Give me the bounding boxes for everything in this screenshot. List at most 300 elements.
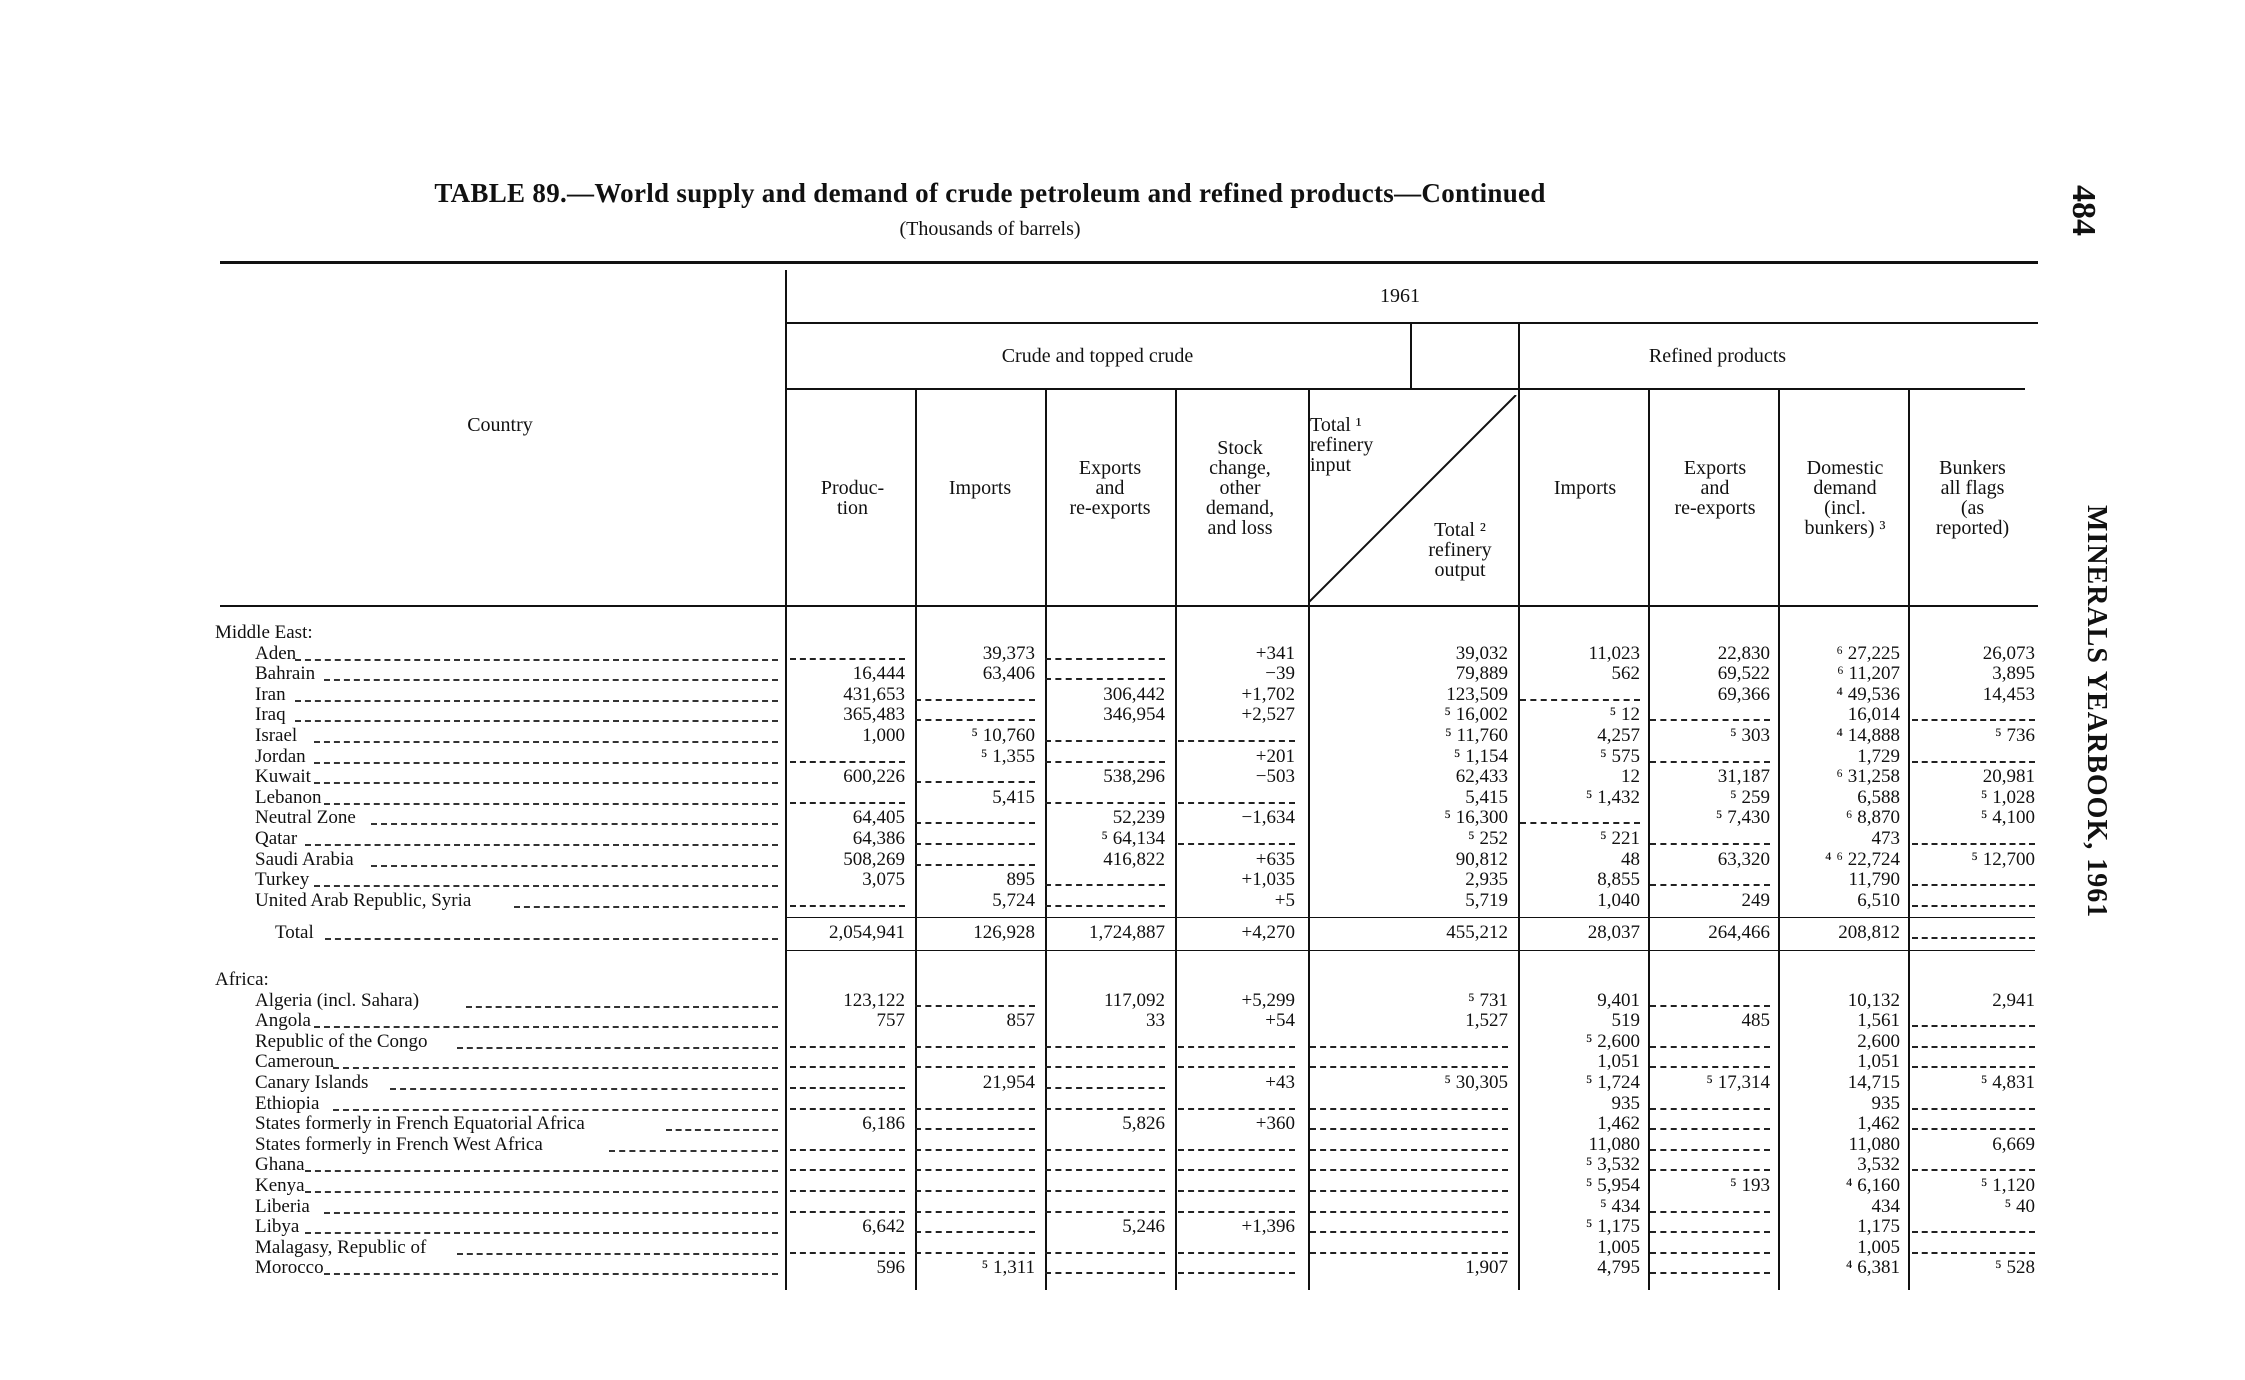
empty-cell <box>1650 719 1770 721</box>
cell-production: 508,269 <box>843 848 905 870</box>
leader-line <box>305 1191 779 1193</box>
cell-stock: +360 <box>1255 1113 1295 1135</box>
empty-cell <box>915 864 1035 866</box>
empty-cell <box>915 1066 1035 1068</box>
cell-exports: 52,239 <box>1112 807 1165 829</box>
empty-cell <box>790 1087 905 1089</box>
empty-cell <box>1650 1272 1770 1274</box>
cell-bunkers: ⁵ 40 <box>2004 1195 2035 1217</box>
cell-production: 6,186 <box>862 1113 905 1135</box>
leader-line <box>457 1253 779 1255</box>
leader-line <box>371 823 778 825</box>
empty-cell <box>1912 1025 2035 1027</box>
cell-refinery: 79,889 <box>1455 663 1508 685</box>
empty-cell <box>1650 1211 1770 1213</box>
cell-stock: −39 <box>1265 663 1295 685</box>
empty-cell <box>1045 1272 1165 1274</box>
cell-r-exports: 31,187 <box>1717 766 1770 788</box>
empty-cell <box>915 1005 1035 1007</box>
cell-refinery: ⁵ 1,154 <box>1453 745 1508 767</box>
empty-cell <box>915 1128 1035 1130</box>
cell-domestic: 6,510 <box>1857 889 1900 911</box>
empty-cell <box>915 822 1035 824</box>
empty-cell <box>1310 1169 1508 1171</box>
empty-cell <box>790 802 905 804</box>
leader-line <box>333 1109 778 1111</box>
cell-imports: 5,724 <box>992 889 1035 911</box>
refinery-input-header: Total ¹ refinery input <box>1310 414 1374 476</box>
empty-cell <box>1045 1066 1165 1068</box>
cell-production: 431,653 <box>843 683 905 705</box>
cell-r-imports: 1,040 <box>1597 889 1640 911</box>
empty-cell <box>1045 1087 1165 1089</box>
leader-line <box>314 1026 778 1028</box>
country-name: Malagasy, Republic of <box>255 1237 427 1258</box>
cell-domestic: 1,729 <box>1857 745 1900 767</box>
leader-line <box>314 885 778 887</box>
empty-cell <box>1912 937 2035 939</box>
production-header: Produc- tion <box>820 477 885 519</box>
empty-cell <box>1178 843 1295 845</box>
leader-line <box>295 720 778 722</box>
cell-r-exports: ⁵ 17,314 <box>1706 1072 1770 1093</box>
imports-crude-header: Imports <box>948 477 1012 499</box>
empty-cell <box>1045 658 1165 660</box>
cell-r-imports: ⁵ 2,600 <box>1585 1030 1640 1052</box>
empty-cell <box>1045 1190 1165 1192</box>
cell-refinery: 2,935 <box>1465 869 1508 891</box>
cell-refinery: 1,907 <box>1465 1257 1508 1279</box>
stock-change-header: Stock change, other demand, and loss <box>1205 437 1275 539</box>
cell-r-imports: ⁵ 434 <box>1600 1195 1640 1217</box>
running-head: MINERALS YEARBOOK, 1961 <box>2081 505 2112 919</box>
leader-line <box>333 1067 778 1069</box>
cell-refinery: ⁵ 11,760 <box>1445 725 1508 746</box>
cell-production: 2,054,941 <box>829 922 905 944</box>
cell-refinery: 39,032 <box>1455 642 1508 664</box>
cell-stock: −1,634 <box>1241 807 1295 829</box>
cell-production: 16,444 <box>852 663 905 685</box>
bunkers-header: Bunkers all flags (as reported) <box>1935 457 2010 539</box>
table-subtitle: (Thousands of barrels) <box>899 218 1081 240</box>
country-name: Aden <box>255 643 297 664</box>
cell-domestic: ⁴ 6,160 <box>1845 1175 1900 1196</box>
cell-stock: +201 <box>1255 745 1295 767</box>
cell-domestic: ⁶ 27,225 <box>1836 642 1900 664</box>
cell-domestic: 6,588 <box>1857 786 1900 808</box>
crude-group-header: Crude and topped crude <box>1001 345 1194 367</box>
empty-cell <box>1912 761 2035 763</box>
cell-imports: ⁵ 1,355 <box>980 745 1035 767</box>
empty-cell <box>915 1211 1035 1213</box>
cell-domestic: 10,132 <box>1847 989 1900 1011</box>
leader-line <box>609 1150 779 1152</box>
country-name: Ethiopia <box>255 1093 320 1114</box>
cell-r-exports: ⁵ 259 <box>1730 786 1770 808</box>
refinery-output-header: Total ² refinery output <box>1428 519 1492 581</box>
cell-exports: 306,442 <box>1103 683 1165 705</box>
country-name: Saudi Arabia <box>255 849 354 870</box>
empty-cell <box>1178 1169 1295 1171</box>
empty-cell <box>790 1066 905 1068</box>
cell-domestic: 1,561 <box>1857 1010 1900 1032</box>
empty-cell <box>790 1149 905 1151</box>
empty-cell <box>790 1169 905 1171</box>
empty-cell <box>1178 1046 1295 1048</box>
cell-stock: +635 <box>1255 848 1295 870</box>
leader-line <box>314 741 778 743</box>
empty-cell <box>1650 1252 1770 1254</box>
country-name: Turkey <box>255 870 310 891</box>
cell-exports: 117,092 <box>1103 989 1165 1011</box>
empty-cell <box>1045 905 1165 907</box>
cell-refinery: ⁵ 731 <box>1468 989 1508 1011</box>
empty-cell <box>1912 1108 2035 1110</box>
empty-cell <box>1310 1149 1508 1151</box>
cell-r-exports: ⁵ 303 <box>1730 725 1770 746</box>
leader-line <box>390 1088 778 1090</box>
cell-exports: 416,822 <box>1103 848 1165 870</box>
cell-domestic: ⁶ 11,207 <box>1837 663 1900 685</box>
empty-cell <box>1912 1128 2035 1130</box>
leader-line <box>314 762 778 764</box>
cell-bunkers: 14,453 <box>1982 683 2035 705</box>
cell-refinery: 90,812 <box>1455 848 1508 870</box>
empty-cell <box>1045 740 1165 742</box>
cell-bunkers: 6,669 <box>1992 1133 2035 1155</box>
cell-domestic: 2,600 <box>1857 1030 1900 1052</box>
cell-refinery: ⁵ 16,002 <box>1444 704 1508 726</box>
cell-domestic: 11,790 <box>1848 869 1900 891</box>
country-name: Morocco <box>255 1258 324 1279</box>
leader-line <box>305 1170 779 1172</box>
empty-cell <box>790 658 905 660</box>
cell-stock: +1,035 <box>1241 869 1295 891</box>
leader-line <box>325 938 779 940</box>
cell-exports: 346,954 <box>1103 704 1165 726</box>
country-name: Qatar <box>255 829 298 849</box>
imports-refined-header: Imports <box>1553 477 1617 499</box>
cell-imports: 857 <box>1006 1010 1035 1032</box>
empty-cell <box>1045 802 1165 804</box>
cell-r-imports: 28,037 <box>1587 922 1640 944</box>
cell-production: 123,122 <box>843 989 905 1011</box>
cell-domestic: ⁴ 49,536 <box>1836 683 1900 705</box>
cell-domestic: 1,005 <box>1857 1236 1900 1258</box>
empty-cell <box>1310 1128 1508 1130</box>
cell-bunkers: ⁵ 4,831 <box>1980 1072 2035 1093</box>
empty-cell <box>1912 1066 2035 1068</box>
cell-bunkers: ⁵ 528 <box>1995 1257 2035 1279</box>
cell-r-exports: 22,830 <box>1717 642 1770 664</box>
cell-exports: 538,296 <box>1103 766 1165 788</box>
empty-cell <box>1310 1066 1508 1068</box>
empty-cell <box>1650 1149 1770 1151</box>
cell-exports: ⁵ 64,134 <box>1101 828 1165 849</box>
refined-group-header: Refined products <box>1648 345 1787 367</box>
empty-cell <box>1912 1231 2035 1233</box>
cell-r-exports: 69,522 <box>1717 663 1770 685</box>
cell-production: 757 <box>876 1010 905 1032</box>
cell-r-imports: 12 <box>1621 766 1640 788</box>
empty-cell <box>1912 1046 2035 1048</box>
cell-r-imports: ⁵ 5,954 <box>1585 1175 1640 1196</box>
cell-r-exports: 249 <box>1741 889 1770 911</box>
leader-line <box>324 1273 779 1275</box>
country-name: Republic of the Congo <box>255 1031 428 1052</box>
cell-bunkers: ⁵ 1,120 <box>1980 1175 2035 1196</box>
cell-domestic: ⁶ 31,258 <box>1836 766 1900 788</box>
empty-cell <box>1650 884 1770 886</box>
empty-cell <box>1178 1272 1295 1274</box>
cell-r-exports: 264,466 <box>1708 922 1770 944</box>
empty-cell <box>1650 1046 1770 1048</box>
country-name: Liberia <box>255 1196 310 1217</box>
country-name: Algeria (incl. Sahara) <box>255 990 420 1011</box>
cell-imports: ⁵ 10,760 <box>971 725 1035 746</box>
leader-line <box>666 1129 779 1131</box>
country-name: Kuwait <box>255 767 311 788</box>
cell-exports: 5,826 <box>1122 1113 1165 1135</box>
exports-crude-header: Exports and re-exports <box>1069 457 1151 519</box>
cell-domestic: ⁶ 8,870 <box>1845 807 1900 829</box>
country-name: Cameroun <box>255 1052 335 1073</box>
cell-refinery: ⁵ 30,305 <box>1444 1072 1508 1093</box>
cell-domestic: ⁴ 14,888 <box>1836 725 1900 746</box>
empty-cell <box>1045 1149 1165 1151</box>
empty-cell <box>915 1046 1035 1048</box>
cell-imports: 21,954 <box>982 1072 1035 1093</box>
cell-r-imports: ⁵ 3,532 <box>1585 1154 1640 1176</box>
cell-r-imports: ⁵ 12 <box>1609 704 1640 726</box>
leader-line <box>324 803 779 805</box>
country-name: Angola <box>255 1011 311 1032</box>
cell-r-imports: 1,051 <box>1597 1051 1640 1073</box>
empty-cell <box>1650 1066 1770 1068</box>
cell-refinery: ⁵ 16,300 <box>1444 807 1508 829</box>
empty-cell <box>915 699 1035 701</box>
cell-stock: +1,702 <box>1241 683 1295 705</box>
empty-cell <box>790 1252 905 1254</box>
leader-line <box>466 1006 778 1008</box>
leader-line <box>305 844 779 846</box>
cell-r-imports: 519 <box>1611 1010 1640 1032</box>
empty-cell <box>1045 1046 1165 1048</box>
cell-bunkers: 2,941 <box>1992 989 2035 1011</box>
country-name: Neutral Zone <box>255 808 356 829</box>
cell-domestic: 1,051 <box>1857 1051 1900 1073</box>
cell-bunkers: ⁵ 1,028 <box>1980 786 2035 808</box>
empty-cell <box>1650 761 1770 763</box>
cell-production: 64,386 <box>852 828 905 849</box>
total-rule <box>785 950 2035 951</box>
empty-cell <box>1178 1190 1295 1192</box>
country-name: Total <box>275 923 314 944</box>
country-name: Israel <box>255 726 298 746</box>
cell-imports: 895 <box>1006 869 1035 891</box>
empty-cell <box>915 1169 1035 1171</box>
cell-r-exports: ⁵ 193 <box>1730 1175 1770 1196</box>
empty-cell <box>915 843 1035 845</box>
empty-cell <box>915 1252 1035 1254</box>
cell-exports: 5,246 <box>1122 1216 1165 1238</box>
cell-r-imports: 562 <box>1611 663 1640 685</box>
cell-imports: 39,373 <box>982 642 1035 664</box>
domestic-demand-header: Domestic demand (incl. bunkers) ³ <box>1804 457 1886 539</box>
cell-r-exports: 69,366 <box>1717 683 1770 705</box>
cell-r-imports: 935 <box>1611 1092 1640 1114</box>
cell-r-exports: 485 <box>1741 1010 1770 1032</box>
empty-cell <box>915 1149 1035 1151</box>
country-name: Libya <box>255 1217 300 1238</box>
empty-cell <box>790 905 905 907</box>
cell-domestic: 208,812 <box>1838 922 1900 944</box>
empty-cell <box>1310 1046 1508 1048</box>
cell-bunkers: 3,895 <box>1992 663 2035 685</box>
cell-exports: 33 <box>1146 1010 1165 1032</box>
cell-stock: +341 <box>1255 642 1295 664</box>
page-number: 484 <box>2065 185 2102 236</box>
empty-cell <box>1912 905 2035 907</box>
empty-cell <box>1178 1211 1295 1213</box>
empty-cell <box>915 1190 1035 1192</box>
cell-refinery: 62,433 <box>1455 766 1508 788</box>
empty-cell <box>915 719 1035 721</box>
empty-cell <box>1178 740 1295 742</box>
empty-cell <box>1045 1252 1165 1254</box>
empty-cell <box>1045 1169 1165 1171</box>
cell-bunkers: ⁵ 736 <box>1995 725 2035 746</box>
empty-cell <box>1310 1108 1508 1110</box>
leader-line <box>371 865 778 867</box>
empty-cell <box>915 1108 1035 1110</box>
cell-domestic: 16,014 <box>1847 704 1900 726</box>
empty-cell <box>1912 1169 2035 1171</box>
cell-domestic: ⁴ 6,381 <box>1845 1257 1900 1279</box>
leader-line <box>295 700 778 702</box>
cell-domestic: 11,080 <box>1848 1133 1900 1155</box>
cell-r-imports: 1,462 <box>1597 1113 1640 1135</box>
leader-line <box>314 782 778 784</box>
empty-cell <box>790 1190 905 1192</box>
empty-cell <box>1912 884 2035 886</box>
total-rule <box>785 917 2035 918</box>
cell-refinery: 455,212 <box>1446 922 1508 944</box>
country-name: States formerly in French West Africa <box>255 1134 543 1155</box>
empty-cell <box>1912 1252 2035 1254</box>
empty-cell <box>1310 1211 1508 1213</box>
empty-cell <box>1178 802 1295 804</box>
cell-domestic: 935 <box>1871 1092 1900 1114</box>
country-name: Lebanon <box>255 787 322 808</box>
cell-imports: 5,415 <box>992 786 1035 808</box>
cell-domestic: 473 <box>1871 828 1900 849</box>
cell-stock: +54 <box>1265 1010 1295 1032</box>
empty-cell <box>1178 1252 1295 1254</box>
cell-domestic: 1,175 <box>1857 1216 1900 1238</box>
country-name: Kenya <box>255 1176 305 1196</box>
empty-cell <box>790 1211 905 1213</box>
cell-domestic: ⁴ ⁶ 22,724 <box>1825 848 1900 870</box>
top-rule <box>220 261 2038 264</box>
cell-r-imports: ⁵ 221 <box>1600 828 1640 849</box>
leader-line <box>324 1212 779 1214</box>
empty-cell <box>1310 1231 1508 1233</box>
cell-refinery: 1,527 <box>1465 1010 1508 1032</box>
cell-domestic: 434 <box>1871 1195 1900 1217</box>
empty-cell <box>1650 1128 1770 1130</box>
cell-r-imports: ⁵ 1,432 <box>1585 786 1640 808</box>
country-name: States formerly in French Equatorial Africa <box>255 1114 585 1135</box>
cell-bunkers: 26,073 <box>1982 642 2035 664</box>
cell-production: 64,405 <box>852 807 905 829</box>
group-rule <box>785 388 2025 390</box>
cell-stock: +2,527 <box>1241 704 1295 726</box>
cell-stock: +4,270 <box>1241 922 1295 944</box>
country-name: Jordan <box>255 746 306 767</box>
header-bottom-rule <box>220 605 2038 607</box>
cell-imports: ⁵ 1,311 <box>981 1257 1035 1279</box>
cell-refinery: 123,509 <box>1446 683 1508 705</box>
empty-cell <box>1650 1005 1770 1007</box>
cell-exports: 1,724,887 <box>1089 922 1165 944</box>
country-name: Iraq <box>255 705 286 726</box>
empty-cell <box>1310 1190 1508 1192</box>
cell-stock: +5,299 <box>1241 989 1295 1011</box>
cell-r-imports: 48 <box>1621 848 1640 870</box>
cell-r-imports: 11,023 <box>1588 642 1640 664</box>
empty-cell <box>1045 761 1165 763</box>
exports-refined-header: Exports and re-exports <box>1674 457 1756 519</box>
cell-bunkers: 20,981 <box>1982 766 2035 788</box>
empty-cell <box>1650 1108 1770 1110</box>
empty-cell <box>1178 1108 1295 1110</box>
empty-cell <box>1650 843 1770 845</box>
cell-production: 3,075 <box>862 869 905 891</box>
empty-cell <box>790 1046 905 1048</box>
cell-r-exports: ⁵ 7,430 <box>1715 807 1770 829</box>
cell-r-imports: 1,005 <box>1597 1236 1640 1258</box>
cell-r-imports: 4,795 <box>1597 1257 1640 1279</box>
country-header: Country <box>467 414 533 436</box>
section-heading: Africa: <box>215 970 269 990</box>
cell-imports: 63,406 <box>982 663 1035 685</box>
column-rule <box>915 390 917 1290</box>
empty-cell <box>1520 822 1640 824</box>
table-title: TABLE 89.—World supply and demand of crude petroleum and refined products—Continued <box>434 178 1546 208</box>
cell-r-imports: ⁵ 1,724 <box>1585 1072 1640 1093</box>
country-name: Bahrain <box>255 664 316 685</box>
year-header: 1961 <box>1380 285 1420 307</box>
empty-cell <box>1650 1231 1770 1233</box>
cell-refinery: 5,719 <box>1465 889 1508 911</box>
leader-line <box>305 1232 779 1234</box>
cell-production: 365,483 <box>843 704 905 726</box>
country-name: Canary Islands <box>255 1073 369 1093</box>
cell-domestic: 1,462 <box>1857 1113 1900 1135</box>
cell-refinery: ⁵ 252 <box>1468 828 1508 849</box>
cell-stock: −503 <box>1255 766 1295 788</box>
leader-line <box>514 906 779 908</box>
cell-domestic: 3,532 <box>1857 1154 1900 1176</box>
cell-stock: +5 <box>1274 889 1295 911</box>
empty-cell <box>915 781 1035 783</box>
cell-production: 6,642 <box>862 1216 905 1238</box>
empty-cell <box>1045 1211 1165 1213</box>
empty-cell <box>1912 719 2035 721</box>
empty-cell <box>1650 1169 1770 1171</box>
leader-line <box>457 1047 779 1049</box>
